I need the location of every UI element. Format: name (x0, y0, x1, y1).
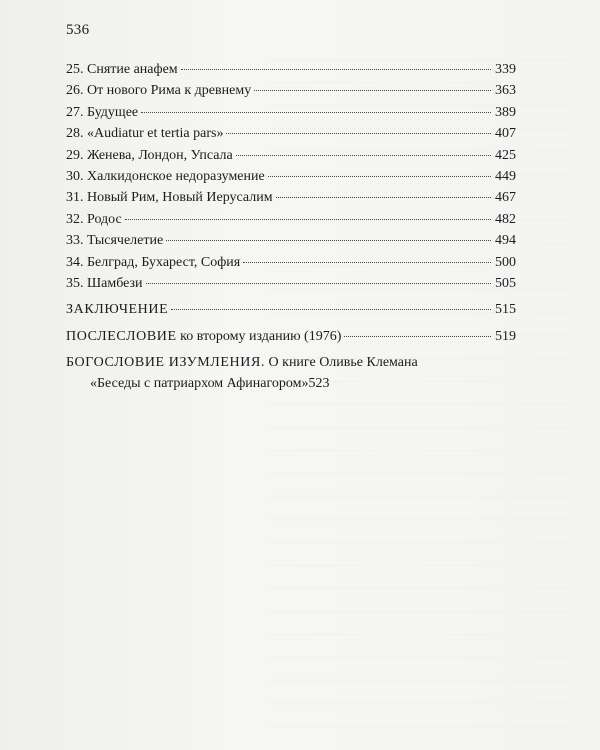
toc-entry-page: 482 (495, 211, 516, 227)
dot-leader (226, 133, 491, 134)
toc-entry-page: 339 (495, 62, 516, 77)
afterword-rest: ко второму изданию (1976) (176, 328, 342, 344)
toc-entry-title: 32. Родос (66, 211, 122, 227)
toc-entry-page: 523 (308, 376, 330, 392)
toc-entry-page: 449 (495, 168, 516, 184)
toc-entry (66, 126, 516, 147)
toc-entry-page: 389 (495, 104, 516, 120)
toc-entry (66, 276, 516, 297)
dot-leader (125, 219, 491, 220)
theology-rest: О книге Оливье Клемана (265, 355, 418, 371)
toc-entry-title: 25. Снятие анафем (66, 62, 178, 77)
toc-entry-page: 494 (495, 233, 516, 249)
toc-entry-title: ЗАКЛЮЧЕНИЕ (66, 302, 169, 318)
dot-leader (236, 155, 491, 156)
toc-entry-title: 30. Халкидонское недоразумение (66, 168, 265, 184)
dot-leader (171, 309, 491, 310)
dot-leader (344, 336, 491, 337)
table-of-contents (66, 62, 516, 398)
toc-entry-page: 467 (495, 190, 516, 206)
toc-entry (66, 148, 516, 169)
toc-entry-page: 505 (495, 275, 516, 291)
toc-entry-page: 500 (495, 254, 516, 270)
dot-leader (254, 90, 491, 91)
toc-entry-title: 27. Будущее (66, 104, 139, 120)
toc-entry-page: 425 (495, 147, 516, 163)
page-number: 536 (66, 22, 90, 38)
toc-entry-title: 35. Шамбези (66, 275, 143, 291)
theology-caps: БОГОСЛОВИЕ ИЗУМЛЕНИЯ. (66, 355, 266, 371)
toc-entry-conclusion (66, 302, 516, 323)
theology-subtitle: «Беседы с патриархом Афинагором» (90, 376, 309, 392)
toc-entry-title (66, 329, 341, 345)
dot-leader (141, 112, 491, 113)
toc-entry (66, 255, 516, 276)
toc-entry-title: 34. Белград, Бухарест, София (66, 254, 241, 270)
dot-leader (181, 69, 491, 70)
dot-leader (268, 176, 491, 177)
toc-entry (66, 62, 516, 83)
toc-entry (66, 169, 516, 190)
toc-entry-afterword (66, 329, 516, 350)
dot-leader (166, 240, 491, 241)
toc-entry-title: 28. «Audiatur et tertia pars» (66, 126, 224, 142)
toc-entry-title: 33. Тысячелетие (66, 233, 164, 249)
toc-entry-page: 515 (495, 302, 516, 318)
dot-leader (146, 283, 491, 284)
toc-entry-theology (66, 355, 516, 398)
toc-entry-page: 519 (495, 328, 516, 344)
afterword-caps: ПОСЛЕСЛОВИЕ (66, 328, 177, 344)
toc-entry-title: 31. Новый Рим, Новый Иерусалим (66, 190, 273, 206)
dot-leader (276, 197, 491, 198)
dot-leader (243, 262, 491, 263)
toc-entry-page: 363 (495, 83, 516, 99)
toc-entry (66, 105, 516, 126)
toc-entry-page: 407 (495, 126, 516, 142)
toc-entry (66, 190, 516, 211)
toc-entry (66, 212, 516, 233)
toc-entry (66, 83, 516, 104)
toc-entry-title: 29. Женева, Лондон, Упсала (66, 147, 233, 163)
toc-entry-title: 26. От нового Рима к древнему (66, 83, 252, 99)
toc-entry (66, 233, 516, 254)
